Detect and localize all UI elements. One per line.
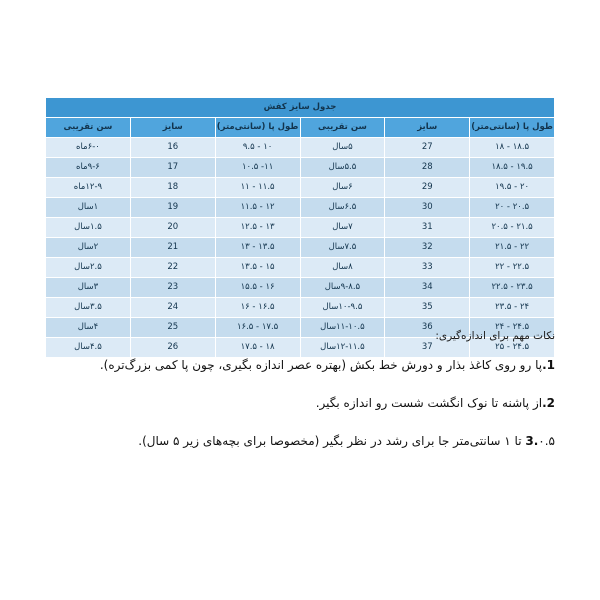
cell-size-left: 23 xyxy=(130,278,215,298)
header-age-right: سن تقریبی xyxy=(300,118,385,138)
notes-title: نکات مهم برای اندازه‌گیری: xyxy=(435,330,555,342)
cell-foot-length-left: ۱۶.۵ - ۱۶ xyxy=(215,298,300,318)
cell-foot-length-right: ۲۴ - ۲۳.۵ xyxy=(470,298,555,318)
cell-age-left: ۱.۵سال xyxy=(46,218,131,238)
cell-age-right: ۷.۵سال xyxy=(300,238,385,258)
cell-size-right: 32 xyxy=(385,238,470,258)
table-row xyxy=(46,238,555,258)
cell-age-left: ۱سال xyxy=(46,198,131,218)
cell-size-left: 22 xyxy=(130,258,215,278)
cell-size-right: 28 xyxy=(385,158,470,178)
cell-size-left: 19 xyxy=(130,198,215,218)
cell-age-left: ۲.۵سال xyxy=(46,258,131,278)
table-title: جدول سایز کفش xyxy=(46,98,555,118)
shoe-size-table-container xyxy=(45,97,555,358)
cell-size-left: 18 xyxy=(130,178,215,198)
cell-size-left: 25 xyxy=(130,318,215,338)
cell-foot-length-left: ۱۱- ۱۰.۵ xyxy=(215,158,300,178)
note-item xyxy=(45,356,555,374)
cell-age-right: ۶سال xyxy=(300,178,385,198)
note-item xyxy=(45,432,555,450)
shoe-size-table xyxy=(45,97,555,358)
table-row xyxy=(46,178,555,198)
cell-age-right: ۷سال xyxy=(300,218,385,238)
note-text: ۰.۵ تا ۱ سانتی‌متر جا برای رشد در نظر بگیر (مخصوصا برای بچه‌های زیر ۵ سال). xyxy=(138,434,555,448)
cell-foot-length-right: ۲۲.۵ - ۲۲ xyxy=(470,258,555,278)
header-size-right: سایز xyxy=(385,118,470,138)
cell-foot-length-right: ۱۹.۵ - ۱۸.۵ xyxy=(470,158,555,178)
table-row xyxy=(46,158,555,178)
cell-age-right: ۵.۵سال xyxy=(300,158,385,178)
cell-age-left: ۳سال xyxy=(46,278,131,298)
cell-foot-length-right: ۲۴.۵ - ۲۵ xyxy=(470,338,555,358)
cell-age-left: ۶-۰ماه xyxy=(46,138,131,158)
table-row xyxy=(46,258,555,278)
cell-foot-length-right: ۲۱.۵ - ۲۰.۵ xyxy=(470,218,555,238)
cell-foot-length-right: ۲۳.۵ - ۲۲.۵ xyxy=(470,278,555,298)
table-body xyxy=(46,138,555,358)
note-item xyxy=(45,394,555,412)
cell-foot-length-left: ۱۱.۵ - ۱۱ xyxy=(215,178,300,198)
note-text: از پاشنه تا نوک انگشت شست رو اندازه بگیر. xyxy=(315,396,543,410)
cell-age-right: ۶.۵سال xyxy=(300,198,385,218)
cell-foot-length-left: ۱۶ - ۱۵.۵ xyxy=(215,278,300,298)
cell-age-right: ۱۰-۹.۵سال xyxy=(300,298,385,318)
cell-size-right: 31 xyxy=(385,218,470,238)
table-row xyxy=(46,278,555,298)
cell-size-right: 30 xyxy=(385,198,470,218)
cell-age-left: ۴سال xyxy=(46,318,131,338)
cell-size-left: 16 xyxy=(130,138,215,158)
cell-age-left: ۲سال xyxy=(46,238,131,258)
notes-list xyxy=(45,356,555,450)
cell-age-right: ۵سال xyxy=(300,138,385,158)
cell-foot-length-left: ۱۷.۵ - ۱۶.۵ xyxy=(215,318,300,338)
cell-foot-length-right: ۲۲ - ۲۱.۵ xyxy=(470,238,555,258)
cell-foot-length-right: ۲۰.۵ - ۲۰ xyxy=(470,198,555,218)
cell-foot-length-right: ۱۸.۵ - ۱۸ xyxy=(470,138,555,158)
cell-size-left: 21 xyxy=(130,238,215,258)
note-text: پا رو روی کاغذ بذار و دورش خط بکش (بهتره عصر اندازه بگیری، چون پا کمی بزرگ‌تره). xyxy=(99,358,543,372)
cell-foot-length-left: ۱۰ - ۹.۵ xyxy=(215,138,300,158)
cell-age-left: ۱۲-۹ماه xyxy=(46,178,131,198)
table-header-row xyxy=(46,118,555,138)
cell-foot-length-right: ۲۰ - ۱۹.۵ xyxy=(470,178,555,198)
cell-age-right: ۹-۸.۵سال xyxy=(300,278,385,298)
table-row xyxy=(46,218,555,238)
cell-foot-length-left: ۱۵ - ۱۳.۵ xyxy=(215,258,300,278)
cell-age-left: ۹-۶ماه xyxy=(46,158,131,178)
cell-foot-length-left: ۱۳ - ۱۲.۵ xyxy=(215,218,300,238)
cell-size-left: 24 xyxy=(130,298,215,318)
cell-age-right: ۱۲-۱۱.۵سال xyxy=(300,338,385,358)
cell-size-right: 37 xyxy=(385,338,470,358)
cell-age-left: ۴.۵سال xyxy=(46,338,131,358)
cell-size-right: 29 xyxy=(385,178,470,198)
header-age-left: سن تقریبی xyxy=(46,118,131,138)
header-foot-length-right: طول پا (سانتی‌متر) xyxy=(470,118,555,138)
cell-age-left: ۳.۵سال xyxy=(46,298,131,318)
cell-size-left: 26 xyxy=(130,338,215,358)
cell-size-right: 34 xyxy=(385,278,470,298)
table-title-row xyxy=(46,98,555,118)
measurement-notes xyxy=(45,330,555,470)
cell-size-right: 27 xyxy=(385,138,470,158)
cell-foot-length-left: ۱۸ - ۱۷.۵ xyxy=(215,338,300,358)
cell-size-right: 35 xyxy=(385,298,470,318)
cell-age-right: ۸سال xyxy=(300,258,385,278)
header-size-left: سایز xyxy=(130,118,215,138)
note-number: 2. xyxy=(542,396,555,410)
cell-foot-length-left: ۱۳.۵ - ۱۳ xyxy=(215,238,300,258)
cell-size-left: 17 xyxy=(130,158,215,178)
cell-foot-length-right: ۲۴.۵ - ۲۴ xyxy=(470,318,555,338)
cell-size-right: 33 xyxy=(385,258,470,278)
cell-size-left: 20 xyxy=(130,218,215,238)
note-number: 1. xyxy=(542,358,555,372)
cell-age-right: ۱۱-۱۰.۵سال xyxy=(300,318,385,338)
table-row xyxy=(46,138,555,158)
cell-foot-length-left: ۱۲ - ۱۱.۵ xyxy=(215,198,300,218)
header-foot-length-left: طول پا (سانتی‌متر) xyxy=(215,118,300,138)
cell-size-right: 36 xyxy=(385,318,470,338)
note-number: 3. xyxy=(525,434,539,448)
table-row xyxy=(46,198,555,218)
table-row xyxy=(46,298,555,318)
